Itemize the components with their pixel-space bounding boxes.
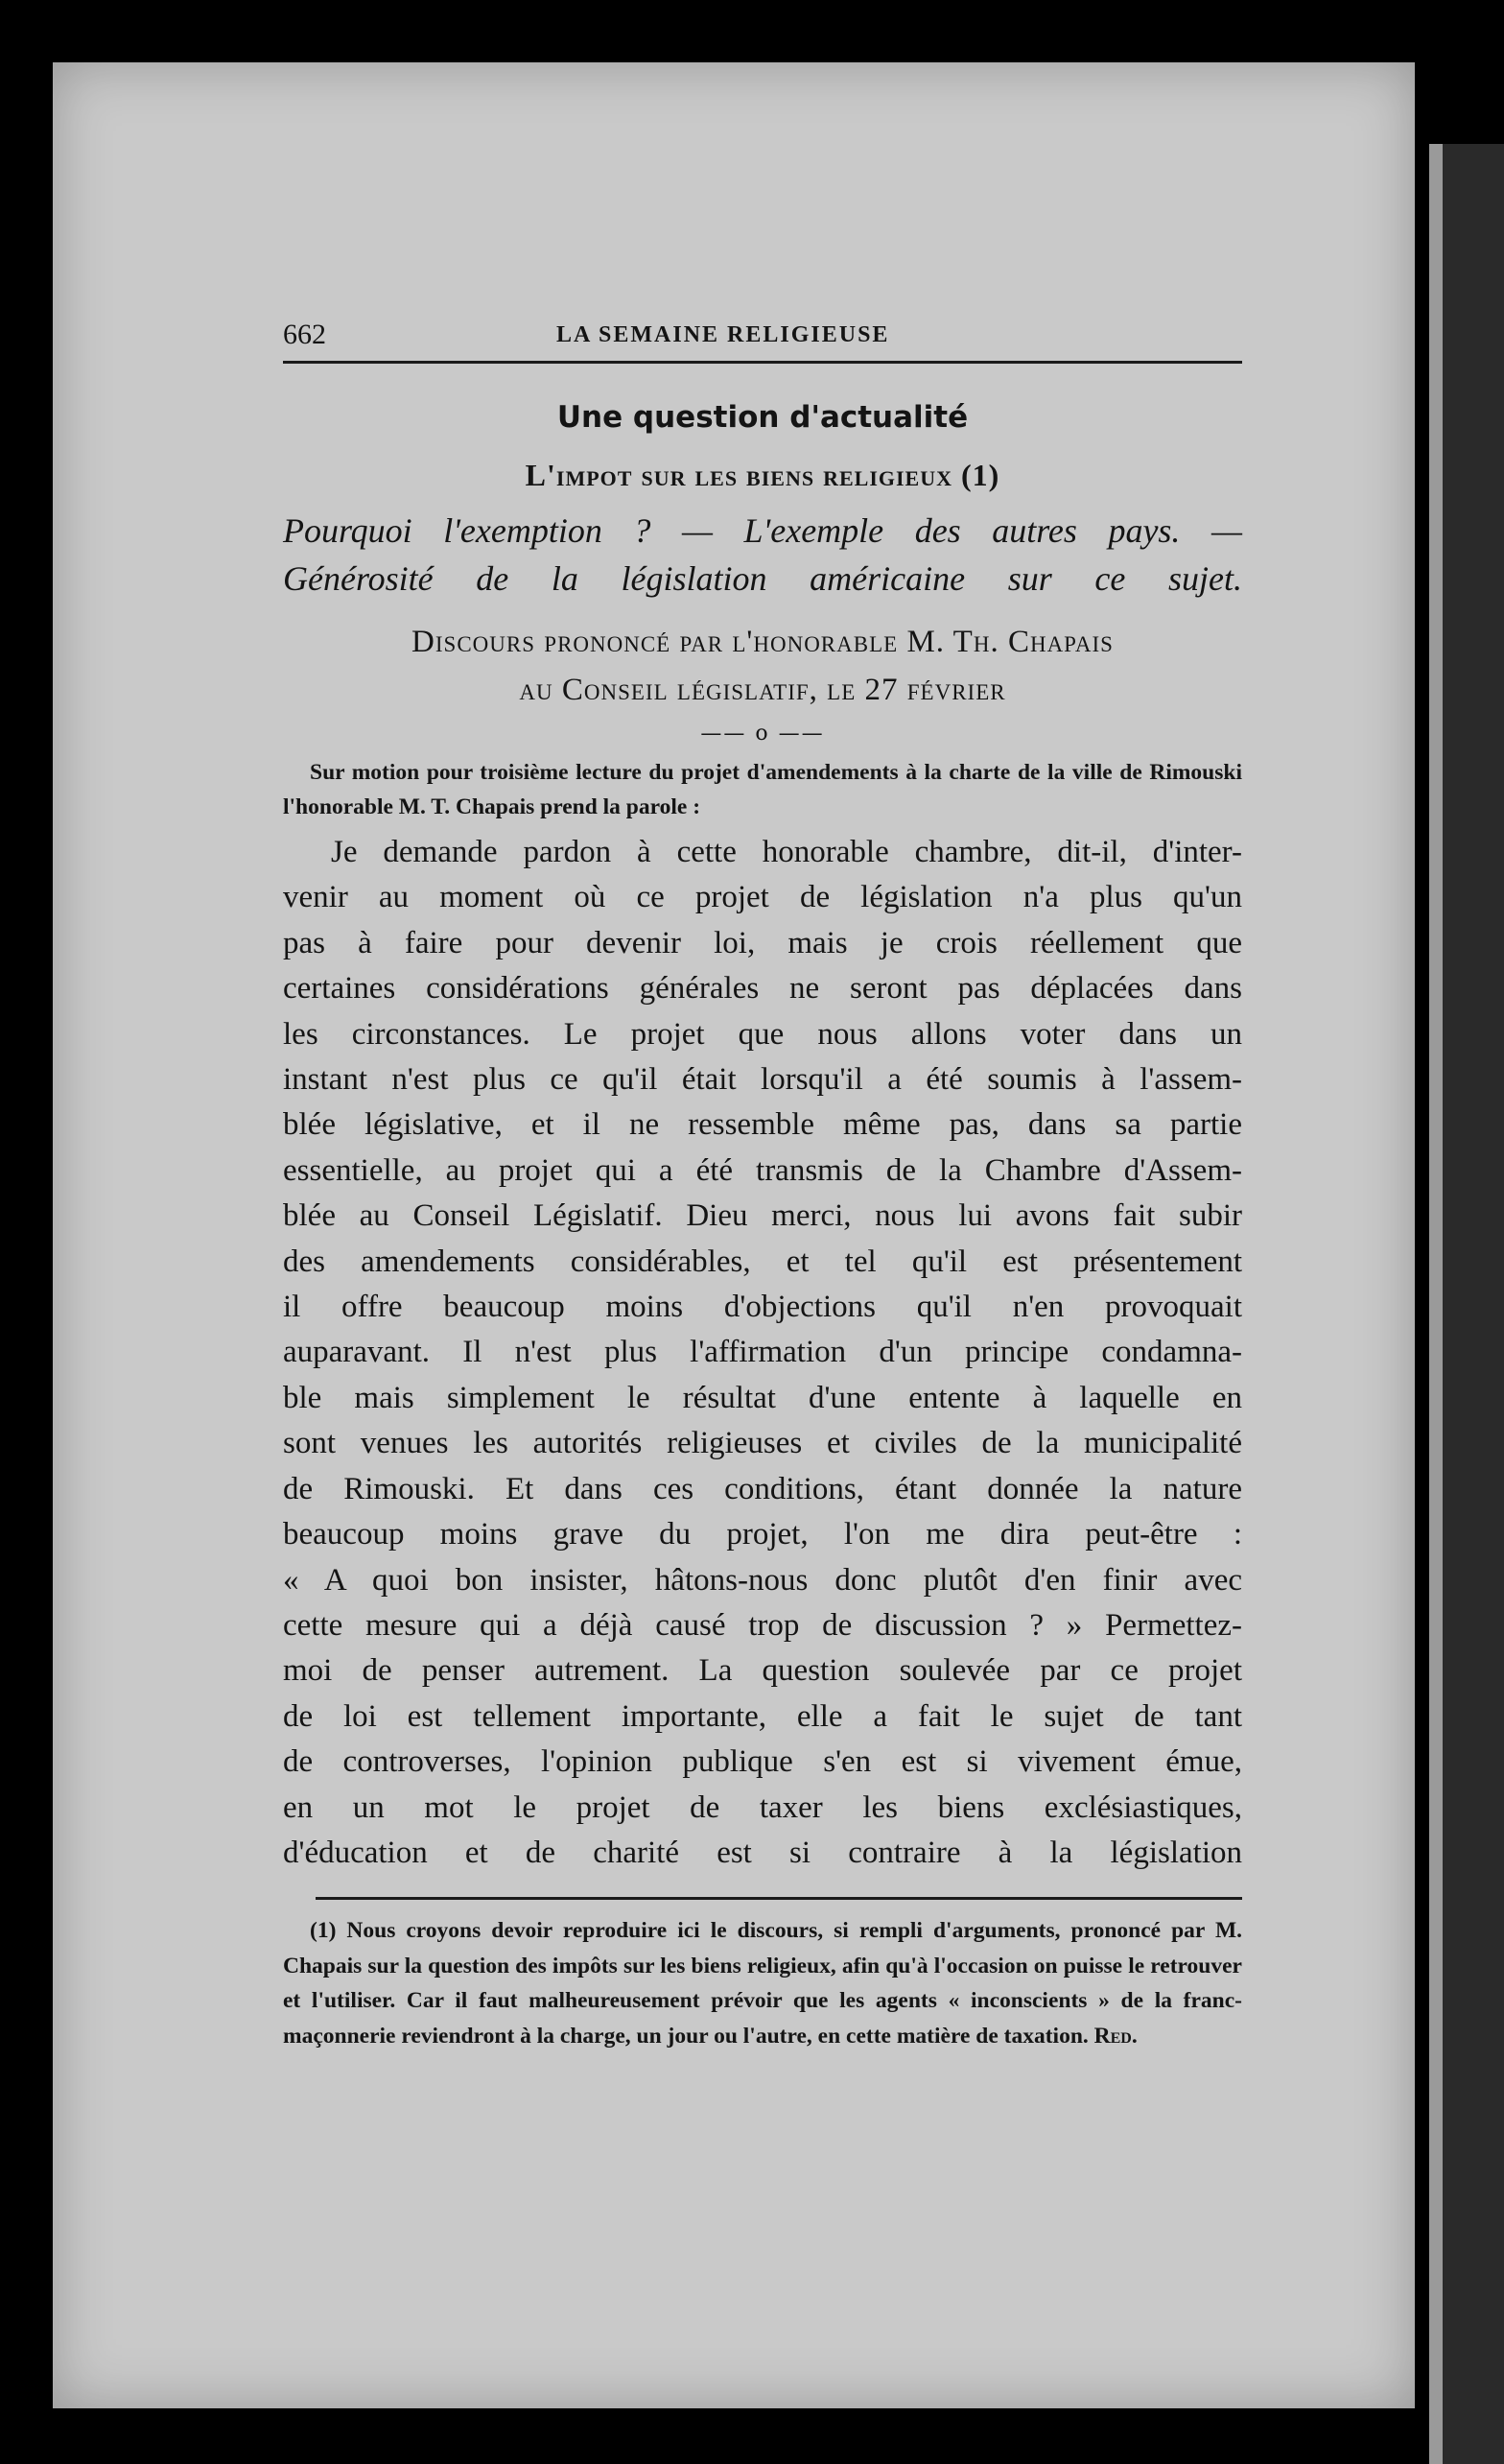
summary-line: Générosité de la législation américaine sur ce sujet. [283, 559, 1242, 598]
separator: —— o —— [700, 722, 825, 746]
body-line: d'éducation et de charité est si contraire à la législation [283, 1835, 1242, 1870]
body-line: venir au moment où ce projet de législation n'a plus qu'un [283, 880, 1242, 915]
body-line: ble mais simplement le résultat d'une entente à laquelle en [283, 1380, 1242, 1415]
body-line: beaucoup moins grave du projet, l'on me dira peut-être : [283, 1517, 1242, 1552]
body-line: pas à faire pour devenir loi, mais je crois réellement que [283, 925, 1242, 960]
body-line: en un mot le projet de taxer les biens exclésiastiques, [283, 1789, 1242, 1825]
article-subheading: L'impot sur les biens religieux (1) [525, 458, 1000, 492]
body-line: de controverses, l'opinion publique s'en est si vivement émue, [283, 1744, 1242, 1780]
summary-line: Pourquoi l'exemption ? — L'exemple des autres pays. — [283, 511, 1242, 550]
page-content [283, 307, 1242, 2053]
body-paragraph [283, 830, 1242, 1876]
footnote-text: (1) Nous croyons devoir reproduire ici le discours, si rempli d'arguments, prononcé par M. Chapais sur la question des impôts sur les biens religieux, afin qu'à l'occasion on puisse le retrouver et l'utiliser. Car il faut malheureusement prévoir que les agents « inconscients » de la franc-maçonnerie reviendront à la charge, un jour ou l'autre, en cette matière de taxation. [283, 1918, 1242, 2049]
body-line: blée au Conseil Législatif. Dieu merci, nous lui avons fait subir [283, 1198, 1242, 1234]
body-line: certaines considérations générales ne seront pas déplacées dans [283, 971, 1242, 1007]
running-head [283, 307, 1242, 364]
body-line: cette mesure qui a déjà causé trop de discussion ? » Permettez- [283, 1607, 1242, 1643]
body-line: moi de penser autrement. La question soulevée par ce projet [283, 1653, 1242, 1689]
body-line: sont venues les autorités religieuses et civiles de la municipalité [283, 1426, 1242, 1461]
body-line: « A quoi bon insister, hâtons-nous donc plutôt d'en finir avec [283, 1562, 1242, 1598]
body-line: instant n'est plus ce qu'il était lorsqu'il a été soumis à l'assem- [283, 1062, 1242, 1098]
body-line: Je demande pardon à cette honorable chambre, dit-il, d'inter- [331, 835, 1242, 869]
speech-title-line: Discours prononcé par l'honorable M. Th. Chapais [411, 625, 1114, 659]
article-heading: Une question d'actualité [556, 400, 969, 435]
body-line: des amendements considérables, et tel qu'il est présentement [283, 1244, 1242, 1279]
next-page-edge [1429, 144, 1504, 2464]
page-number: 662 [283, 319, 326, 350]
running-title: LA SEMAINE RELIGIEUSE [556, 322, 890, 347]
body-line: blée législative, et il ne ressemble même pas, dans sa partie [283, 1107, 1242, 1143]
body-line: il offre beaucoup moins d'objections qu'il n'en provoquait [283, 1290, 1242, 1325]
speech-title [283, 618, 1242, 714]
footnote-signature: Red. [1093, 2023, 1138, 2049]
footnote-rule [316, 1897, 1242, 1900]
body-line: les circonstances. Le projet que nous allons voter dans un [283, 1016, 1242, 1052]
speech-title-line: au Conseil législatif, le 27 février [519, 673, 1006, 707]
article-summary [283, 507, 1242, 603]
intro-paragraph: Sur motion pour troisième lecture du projet d'amendements à la charte de la ville de Rimouski l'honorable M. T. Chapais prend la parole : [283, 760, 1242, 819]
body-line: de loi est tellement importante, elle a fait le sujet de tant [283, 1698, 1242, 1734]
page-edge-strip [1429, 144, 1443, 2464]
body-line: de Rimouski. Et dans ces conditions, étant donnée la nature [283, 1471, 1242, 1506]
footnote [283, 1913, 1242, 2053]
body-line: auparavant. Il n'est plus l'affirmation d'un principe condamna- [283, 1335, 1242, 1370]
body-line: essentielle, au projet qui a été transmis de la Chambre d'Assem- [283, 1152, 1242, 1188]
